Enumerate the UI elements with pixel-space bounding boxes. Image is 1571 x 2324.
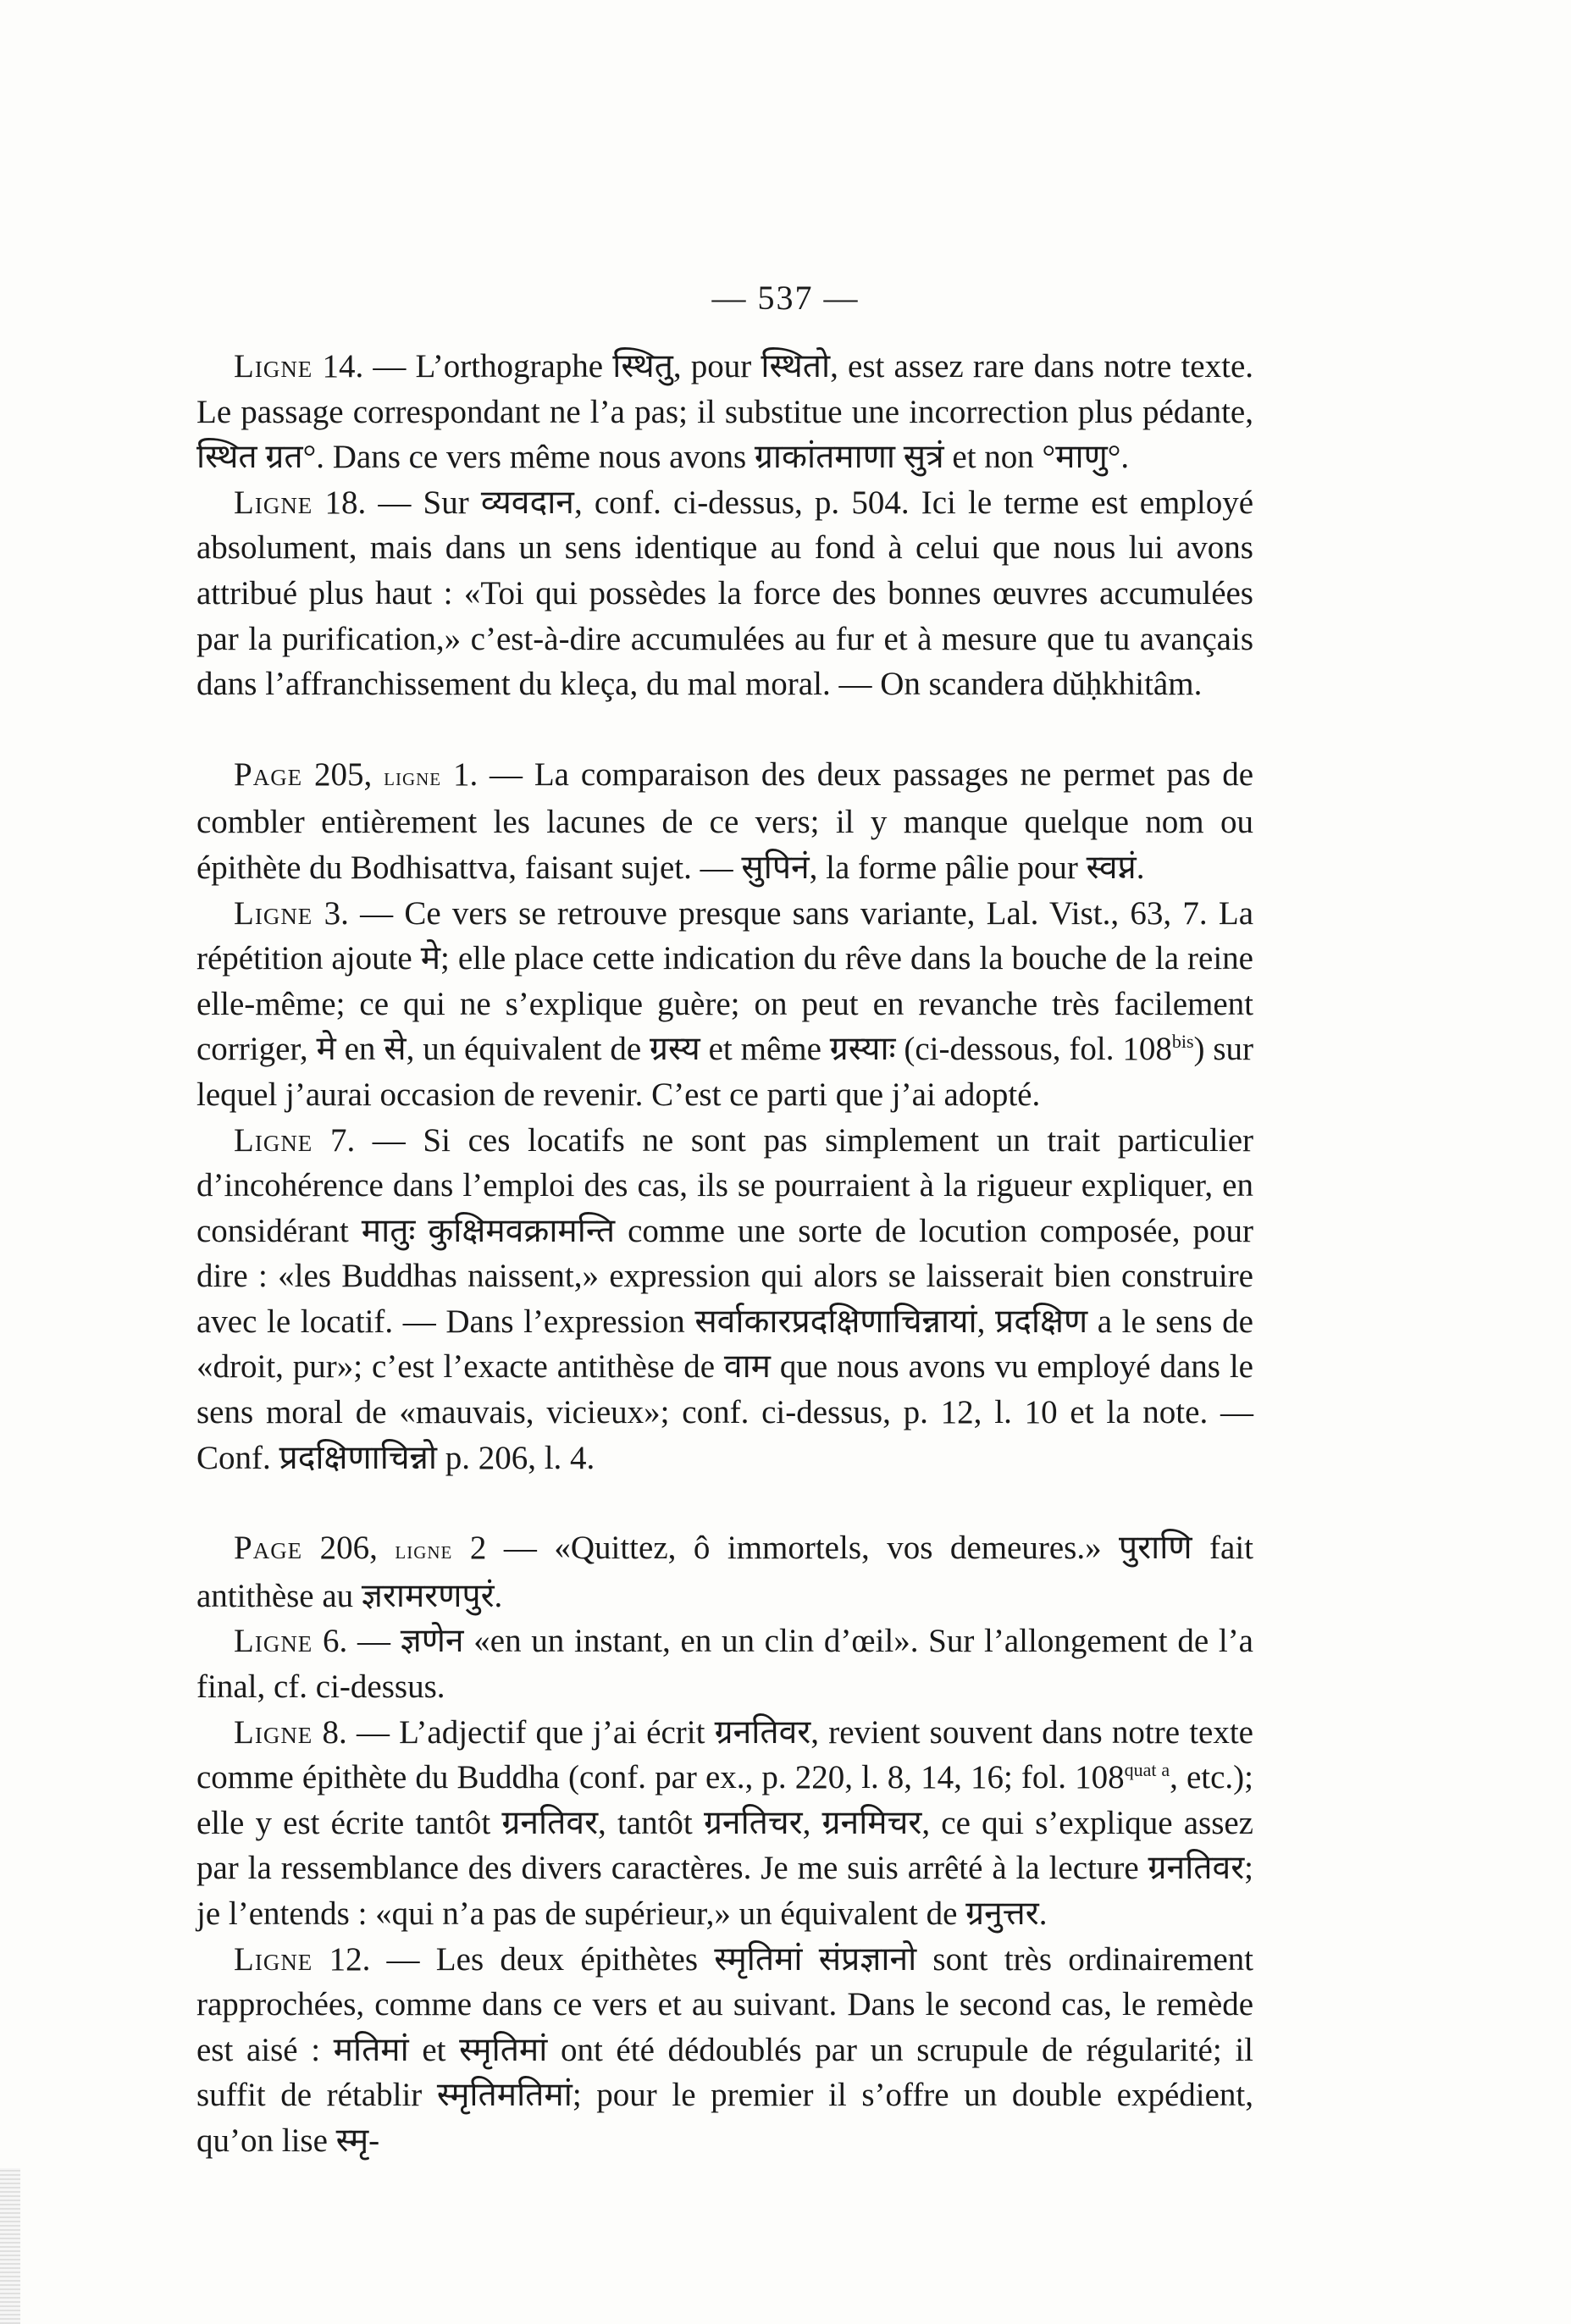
section-number: 18. (324, 484, 367, 521)
paragraph-text: — La comparaison des deux passages ne permet pas de combler entièrement les lacunes de ce vers; il y manque quelque nom ou épithète du Bodhisattva, faisant sujet. — सुपिनं, la forme pâlie pour स्वप्नं. (196, 755, 1254, 886)
section-number: 7. (329, 1121, 356, 1159)
paragraph-ligne-18 (196, 480, 1253, 707)
section-number: 206, (319, 1530, 378, 1567)
paragraph-ligne-6 (196, 1618, 1253, 1709)
section-lead: Ligne (234, 348, 313, 385)
section-sublead: ligne (384, 762, 442, 791)
section-number: 205, (314, 755, 373, 793)
paragraph-page-206 (196, 1525, 1253, 1618)
section-lead: Ligne (234, 1121, 313, 1159)
paragraph-text: — «Quittez, ô immortels, vos demeures.» पुराणि fait antithèse au ज्ञरामरणपुरं. (196, 1530, 1253, 1614)
paragraph-ligne-14 (196, 344, 1253, 480)
paragraph-text: — Ce vers se retrouve presque sans variante, Lal. Vist., 63, 7. La répétition ajoute मे; elle place cette indication du rêve dans la bouche de la reine elle-même; ce qui ne s’explique guère; on peut en revanche très facilement corriger, मे en से, un équivalent de ग्रस्य et même ग्रस्याः (ci-dessous, fol. 108 (196, 894, 1253, 1068)
section-sublead: ligne (395, 1536, 453, 1565)
paragraph-text-continued: ) sur lequel j’aurai occasion de revenir. C’est ce parti que j’ai adopté. (196, 1031, 1254, 1113)
section-lead: Ligne (234, 1623, 313, 1660)
section-lead: Ligne (234, 894, 313, 932)
section-subnumber: 2 (469, 1530, 487, 1567)
paragraph-page-205 (196, 752, 1253, 891)
paragraph-ligne-12 (196, 1937, 1253, 2164)
section-number: 14. (322, 348, 364, 385)
superscript: quat a (1124, 1759, 1170, 1781)
paragraph-text: — Sur व्यवदान, conf. ci-dessus, p. 504. Ici le terme est employé absolument, mais dans un sens identique au fond à celui que nous lui avons attribué plus haut : «Toi qui possèdes la force des bonnes œuvres accumulées par la purification,» c’est-à-dire accumulées au fur et à mesure que tu avançais dans l’affranchissement du kleça, du mal moral. — On scandera dŭḥkhitâm. (196, 484, 1254, 703)
paragraph-text-continued: , etc.); elle y est écrite tantôt ग्रनतिवर, tantôt ग्रनतिचर, ग्रनमिचर, ce qui s’explique assez par la ressemblance des divers caractères. Je me suis arrêté à la lecture ग्रनतिवर; je l’entends : «qui n’a pas de supérieur,» un équivalent de ग्रनुत्तर. (196, 1759, 1253, 1932)
paragraph-text: — L’orthographe स्थितु, pour स्थितो, est assez rare dans notre texte. Le passage correspondant ne l’a pas; il substitue une incorrection plus pédante, स्थित ग्रत°. Dans ce vers même nous avons ग्राकांतमाणा सुत्रं et non °माणु°. (196, 348, 1254, 476)
paragraph-ligne-8 (196, 1710, 1253, 1937)
section-number: 3. (324, 894, 349, 932)
superscript: bis (1171, 1031, 1194, 1053)
paragraph-text: — L’adjectif que j’ai écrit ग्रनतिवर, revient souvent dans notre texte comme épithète du Buddha (conf. par ex., p. 220, l. 8, 14, 16; fol. 108 (196, 1713, 1253, 1796)
paragraph-text: — ज्ञणेन «en un instant, en un clin d’œil». Sur l’allongement de l’a final, cf. ci-dessus. (196, 1623, 1253, 1706)
section-subnumber: 1. (452, 755, 478, 793)
paragraph-ligne-7 (196, 1118, 1253, 1481)
scan-edge-mark (0, 2168, 20, 2324)
section-number: 12. (329, 1940, 371, 1978)
section-lead: Page (234, 755, 303, 793)
section-number: 6. (323, 1623, 348, 1660)
section-number: 8. (322, 1713, 347, 1751)
body-text (196, 344, 1253, 2164)
section-lead: Page (234, 1530, 303, 1567)
paragraph-ligne-3 (196, 891, 1253, 1118)
section-lead: Ligne (234, 1713, 313, 1751)
section-lead: Ligne (234, 1940, 313, 1978)
paragraph-text: — Si ces locatifs ne sont pas simplement un trait particulier d’incohérence dans l’emploi des cas, ils se pourraient à la rigueur expliquer, en considérant मातुः कुक्षिमवक्रामन्ति comme une sorte de locution composée, pour dire : «les Buddhas naissent,» expression qui alors se laisserait bien construire avec le locatif. — Dans l’expression सर्वाकारप्रदक्षिणाचिन्नायां, प्रदक्षिण a le sens de «droit, pur»; c’est l’exacte antithèse de वाम que nous avons vu employé dans le sens moral de «mauvais, vicieux»; conf. ci-dessus, p. 12, l. 10 et la note. — Conf. प्रदक्षिणाचिन्नो p. 206, l. 4. (196, 1121, 1253, 1476)
section-lead: Ligne (234, 484, 313, 521)
paragraph-text: — Les deux épithètes स्मृतिमां संप्रज्ञानो sont très ordinairement rapprochées, comme dans ce vers et au suivant. Dans le second cas, le remède est aisé : मतिमां et स्मृतिमां ont été dédoublés par un scrupule de régularité; il suffit de rétablir स्मृतिमतिमां; pour le premier il s’offre un double expédient, qu’on lise स्मृ- (196, 1940, 1253, 2159)
page-number: — 537 — (711, 279, 860, 317)
